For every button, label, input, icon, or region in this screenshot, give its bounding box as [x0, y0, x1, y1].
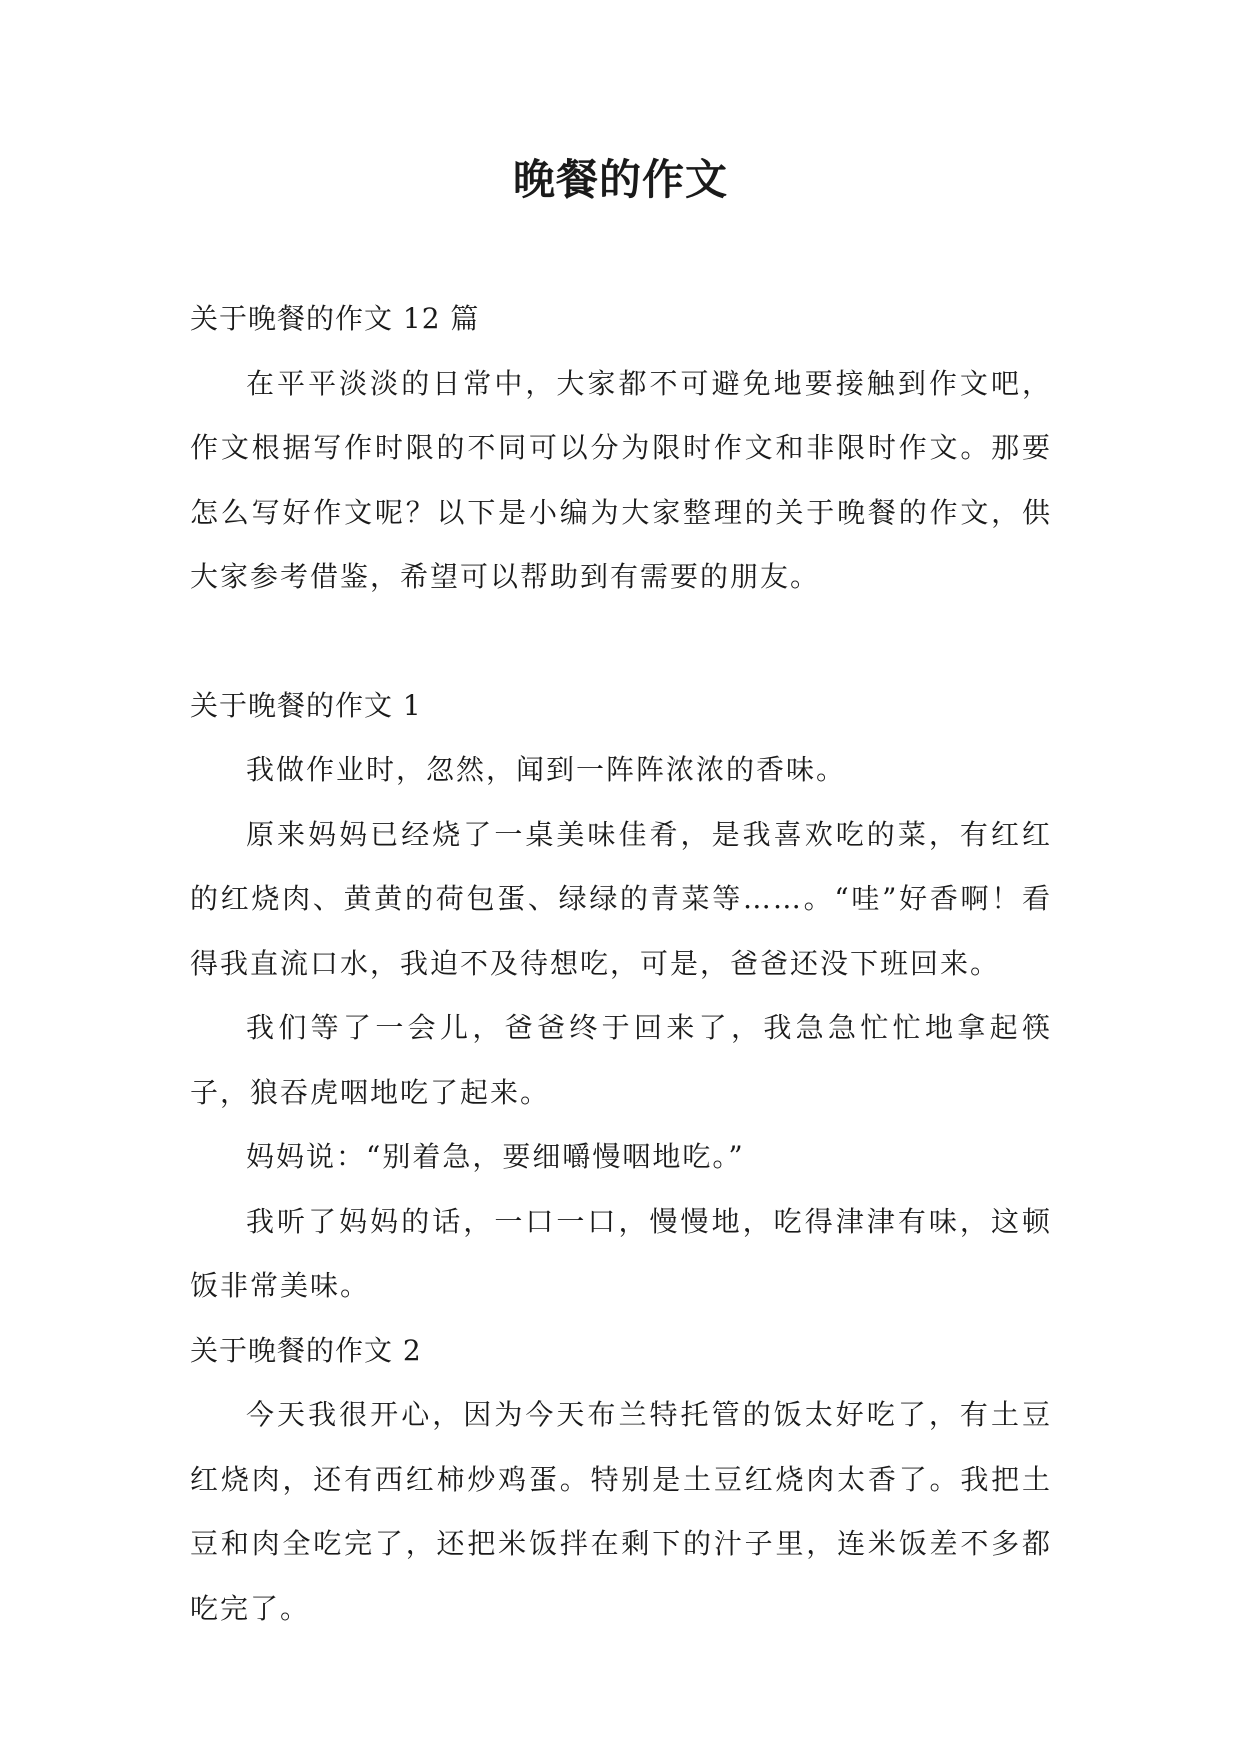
section-1-paragraph-4: 妈妈说：“别着急，要细嚼慢咽地吃。”	[246, 1140, 745, 1173]
section-2-paragraph-1: 今天我很开心，因为今天布兰特托管的饭太好吃了，有土豆红烧肉，还有西红柿炒鸡蛋。特别是土豆红烧肉太香了。我把土豆和肉全吃完了，还把米饭拌在剩下的汁子里，连米饭差不多都吃完了。	[190, 1398, 1052, 1625]
section-1-heading: 关于晚餐的作文 1	[190, 688, 422, 722]
intro-paragraph: 在平平淡淡的日常中，大家都不可避免地要接触到作文吧，作文根据写作时限的不同可以分为限时作文和非限时作文。那要怎么写好作文呢？以下是小编为大家整理的关于晚餐的作文，供大家参考借鉴，希望可以帮助到有需要的朋友。	[190, 366, 1052, 593]
section-1-paragraph-1: 我做作业时，忽然，闻到一阵阵浓浓的香味。	[246, 753, 847, 786]
intro-heading: 关于晚餐的作文 12 篇	[190, 302, 480, 335]
document-title: 晚餐的作文	[512, 155, 728, 204]
section-1-paragraph-5: 我听了妈妈的话，一口一口，慢慢地，吃得津津有味，这顿饭非常美味。	[190, 1204, 1052, 1302]
section-spacer	[190, 610, 1052, 674]
section-1-paragraph-3: 我们等了一会儿，爸爸终于回来了，我急急忙忙地拿起筷子，狼吞虎咽地吃了起来。	[190, 1011, 1052, 1109]
section-2-heading: 关于晚餐的作文 2	[190, 1333, 422, 1367]
section-1-paragraph-2: 原来妈妈已经烧了一桌美味佳肴，是我喜欢吃的菜，有红红的红烧肉、黄黄的荷包蛋、绿绿的青菜等……。“哇”好香啊！看得我直流口水，我迫不及待想吃，可是，爸爸还没下班回来。	[190, 817, 1052, 980]
document-body	[190, 287, 1052, 1641]
